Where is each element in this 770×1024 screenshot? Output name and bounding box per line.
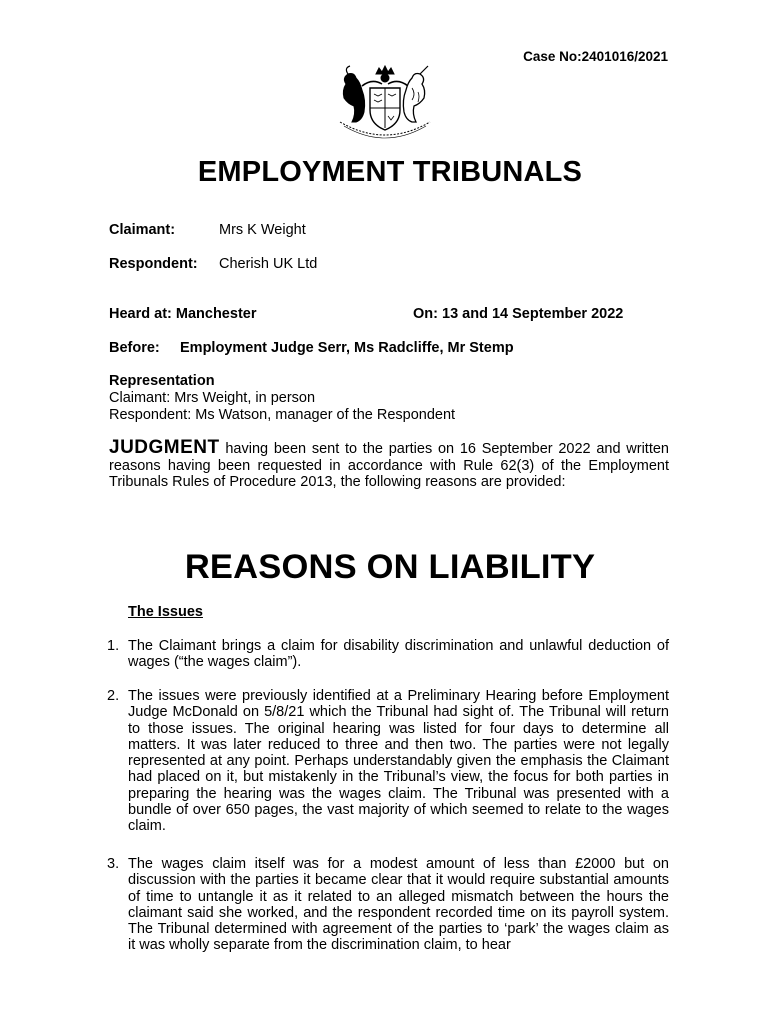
judgment-paragraph — [109, 437, 669, 491]
respondent-value: Cherish UK Ltd — [219, 256, 318, 272]
issues-heading: The Issues — [128, 604, 203, 620]
hearing-date-label: On: — [413, 306, 438, 322]
representation-heading: Representation — [109, 373, 215, 389]
numbered-paragraph — [107, 856, 669, 954]
heard-at-value: Manchester — [175, 306, 257, 322]
representation-respondent: Respondent: Ms Watson, manager of the Respondent — [109, 407, 456, 423]
before-row — [109, 340, 514, 356]
paragraph-number: 1. — [107, 638, 120, 654]
paragraph-number: 3. — [107, 856, 120, 872]
numbered-paragraph — [107, 688, 669, 835]
hearing-date-value: 13 and 14 September 2022 — [442, 306, 624, 322]
heard-at-label: Heard at: — [109, 306, 172, 322]
paragraph-number: 2. — [107, 688, 120, 704]
claimant-row — [109, 222, 306, 238]
representation-claimant: Claimant: Mrs Weight, in person — [109, 390, 316, 406]
claimant-value: Mrs K Weight — [219, 222, 306, 238]
paragraph-text: The wages claim itself was for a modest amount of less than £2000 but on discussion with the parties it became clear that it would require substantial amounts of time to untangle it as it related to an alleged mismatch between the hours the claimant said she worked, and the respondent recorded time on its payroll system. The Tribunal determined with agreement of the parties to ‘park’ the wages claim as it was wholly separate from the discrimination claim, to hear — [128, 856, 669, 954]
respondent-row — [109, 256, 317, 272]
heard-at-row — [109, 306, 256, 322]
tribunal-title: EMPLOYMENT TRIBUNALS — [197, 156, 583, 188]
claimant-label: Claimant: — [109, 222, 176, 238]
judgment-text: having been sent to the parties on 16 September 2022 and written reasons having been requested in accordance with Rule 62(3) of the Employment Tribunals Rules of Procedure 2013, the following reasons are provided: — [109, 441, 669, 490]
paragraph-text: The issues were previously identified at a Preliminary Hearing before Employment Judge McDonald on 5/8/21 which the Tribunal had sight of. The Tribunal will return to those issues. The original hearing was listed for four days to determine all matters. It was later reduced to three and then two. The parties were not legally represented at any point. Perhaps understandably given the emphasis the Claimant had placed on it, but mistakenly in the Tribunal’s view, the focus for both parties in preparing the hearing was the wages claim. The Tribunal was presented with a bundle of over 650 pages, the vast majority of which seemed to relate to the wages claim. — [128, 688, 669, 835]
hearing-date-row — [413, 306, 623, 322]
before-label: Before: — [109, 340, 160, 356]
representation-block — [109, 373, 455, 424]
judgment-heading: JUDGMENT — [109, 437, 220, 458]
respondent-label: Respondent: — [109, 256, 198, 272]
before-value: Employment Judge Serr, Ms Radcliffe, Mr Stemp — [180, 340, 514, 356]
reasons-title: REASONS ON LIABILITY — [184, 548, 596, 586]
numbered-paragraph — [107, 638, 669, 671]
case-number: Case No:2401016/2021 — [523, 49, 668, 64]
royal-coat-of-arms-icon — [332, 64, 438, 140]
paragraph-text: The Claimant brings a claim for disability discrimination and unlawful deduction of wages (“the wages claim”). — [128, 638, 669, 671]
